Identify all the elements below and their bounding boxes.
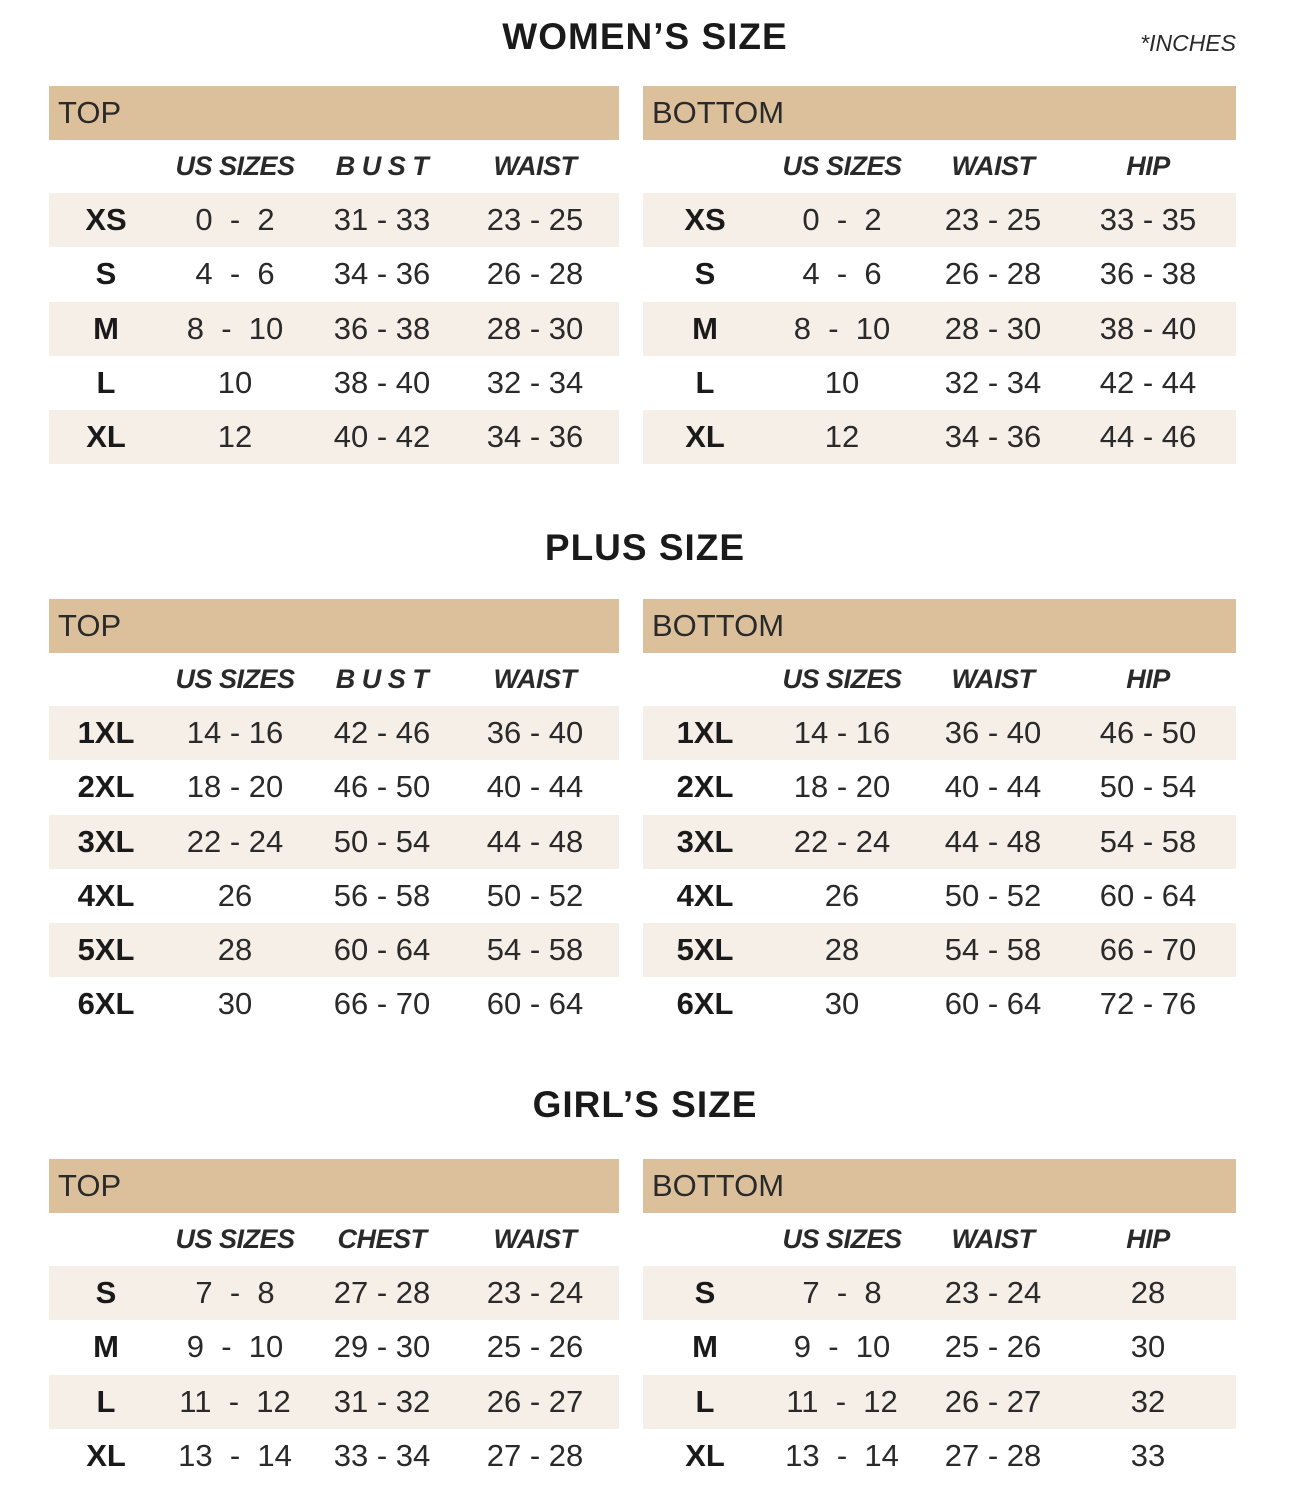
column-header: WAIST [951, 151, 1035, 181]
measurement-value: 10 [824, 364, 860, 400]
size-label: 2XL [676, 769, 734, 805]
size-label: XS [85, 202, 127, 237]
size-label: 2XL [77, 769, 135, 805]
measurement-value: 72 - 76 [1099, 986, 1197, 1022]
measurement-value: 10 [217, 364, 253, 400]
table-row [643, 923, 1236, 977]
measurement-value: 36 - 38 [1099, 256, 1197, 292]
measurement-value: 42 - 44 [1099, 364, 1197, 400]
table-row [643, 302, 1236, 356]
measurement-value: 33 - 35 [1099, 202, 1197, 237]
measurement-value: 9 - 10 [186, 1329, 284, 1365]
measurement-value: 12 [824, 419, 860, 455]
measurement-value: 40 - 44 [486, 769, 584, 805]
size-label: S [95, 256, 117, 292]
table-row [643, 1320, 1236, 1374]
measurement-value: 9 - 10 [793, 1329, 891, 1365]
table-row [49, 410, 619, 464]
measurement-value: 44 - 48 [944, 823, 1042, 859]
measurement-value: 26 - 28 [944, 256, 1042, 292]
table-row [49, 760, 619, 814]
measurement-value: 4 - 6 [195, 256, 275, 292]
measurement-value: 0 - 2 [802, 202, 882, 237]
table-row [49, 1375, 619, 1429]
measurement-value: 14 - 16 [793, 715, 891, 750]
measurement-value: 23 - 24 [486, 1275, 584, 1310]
column-headers [49, 140, 619, 193]
bottom-size-table [643, 86, 1236, 464]
measurement-value: 33 - 34 [333, 1437, 431, 1473]
table-row [49, 977, 619, 1031]
bottom-table-header: BOTTOM [643, 1159, 1236, 1213]
measurement-value: 8 - 10 [793, 310, 891, 346]
table-row [49, 815, 619, 869]
measurement-value: 22 - 24 [186, 823, 284, 859]
measurement-value: 30 [824, 986, 860, 1022]
measurement-value: 28 [824, 932, 860, 968]
top-size-table [49, 1159, 619, 1483]
measurement-value: 27 - 28 [944, 1437, 1042, 1473]
measurement-value: 23 - 25 [486, 202, 584, 237]
measurement-value: 46 - 50 [333, 769, 431, 805]
column-headers [643, 1213, 1236, 1266]
column-header: US SIZES [175, 1224, 295, 1254]
column-headers [643, 653, 1236, 706]
measurement-value: 44 - 48 [486, 823, 584, 859]
measurement-value: 22 - 24 [793, 823, 891, 859]
measurement-value: 54 - 58 [1099, 823, 1197, 859]
measurement-value: 14 - 16 [186, 715, 284, 750]
measurement-value: 27 - 28 [333, 1275, 431, 1310]
measurement-value: 27 - 28 [486, 1437, 584, 1473]
measurement-value: 44 - 46 [1099, 419, 1197, 455]
measurement-value: 28 - 30 [486, 310, 584, 346]
measurement-value: 26 - 27 [944, 1383, 1042, 1419]
measurement-value: 29 - 30 [333, 1329, 431, 1365]
table-row [643, 410, 1236, 464]
table-row [643, 760, 1236, 814]
measurement-value: 60 - 64 [1099, 877, 1197, 913]
measurement-value: 18 - 20 [793, 769, 891, 805]
table-row [49, 1320, 619, 1374]
table-row [49, 193, 619, 247]
measurement-value: 30 [1130, 1329, 1166, 1365]
column-header: US SIZES [782, 1224, 902, 1254]
measurement-value: 26 [217, 877, 253, 913]
table-row [643, 977, 1236, 1031]
size-label: 3XL [77, 823, 135, 859]
size-label: XL [685, 1437, 725, 1473]
measurement-value: 12 [217, 419, 253, 455]
table-row [49, 302, 619, 356]
measurement-value: 54 - 58 [486, 932, 584, 968]
measurement-value: 11 - 12 [786, 1383, 898, 1419]
top-size-table [49, 599, 619, 1032]
bottom-size-table [643, 599, 1236, 1032]
size-label: XL [86, 1437, 126, 1473]
measurement-value: 60 - 64 [486, 986, 584, 1022]
measurement-value: 7 - 8 [195, 1275, 275, 1310]
column-header: B U S T [335, 664, 429, 694]
measurement-value: 34 - 36 [944, 419, 1042, 455]
measurement-value: 56 - 58 [333, 877, 431, 913]
column-header: CHEST [337, 1224, 427, 1254]
measurement-value: 28 - 30 [944, 310, 1042, 346]
measurement-value: 50 - 54 [1099, 769, 1197, 805]
table-row [643, 706, 1236, 760]
column-header: WAIST [951, 664, 1035, 694]
measurement-value: 31 - 33 [333, 202, 431, 237]
measurement-value: 34 - 36 [486, 419, 584, 455]
column-header: WAIST [951, 1224, 1035, 1254]
column-headers [49, 653, 619, 706]
size-label: L [96, 1383, 116, 1419]
table-row [49, 247, 619, 301]
measurement-value: 38 - 40 [333, 364, 431, 400]
measurement-value: 33 [1130, 1437, 1166, 1473]
measurement-value: 36 - 38 [333, 310, 431, 346]
measurement-value: 23 - 24 [944, 1275, 1042, 1310]
measurement-value: 7 - 8 [802, 1275, 882, 1310]
column-header: HIP [1126, 664, 1170, 694]
measurement-value: 26 - 27 [486, 1383, 584, 1419]
table-row [643, 869, 1236, 923]
measurement-value: 50 - 52 [944, 877, 1042, 913]
size-label: M [93, 1329, 119, 1365]
table-row [49, 1266, 619, 1320]
top-table-header: TOP [49, 599, 619, 653]
column-header: HIP [1126, 151, 1170, 181]
table-row [643, 815, 1236, 869]
measurement-value: 36 - 40 [944, 715, 1042, 750]
size-label: XS [684, 202, 726, 237]
table-row [643, 193, 1236, 247]
table-row [49, 706, 619, 760]
measurement-value: 32 - 34 [944, 364, 1042, 400]
section-title: PLUS SIZE [544, 527, 746, 568]
size-label: 3XL [676, 823, 734, 859]
measurement-value: 40 - 44 [944, 769, 1042, 805]
table-row [49, 356, 619, 410]
measurement-value: 46 - 50 [1099, 715, 1197, 750]
measurement-value: 32 - 34 [486, 364, 584, 400]
measurement-value: 50 - 52 [486, 877, 584, 913]
measurement-value: 23 - 25 [944, 202, 1042, 237]
size-label: L [695, 364, 715, 400]
measurement-value: 32 [1130, 1383, 1166, 1419]
measurement-value: 8 - 10 [186, 310, 284, 346]
measurement-value: 42 - 46 [333, 715, 431, 750]
bottom-table-header: BOTTOM [643, 86, 1236, 140]
table-row [49, 923, 619, 977]
size-label: 5XL [77, 932, 135, 968]
column-header: WAIST [493, 151, 577, 181]
measurement-value: 50 - 54 [333, 823, 431, 859]
top-table-header: TOP [49, 1159, 619, 1213]
measurement-value: 54 - 58 [944, 932, 1042, 968]
measurement-value: 13 - 14 [178, 1437, 292, 1473]
column-header: WAIST [493, 1224, 577, 1254]
table-row [49, 869, 619, 923]
measurement-value: 30 [217, 986, 253, 1022]
units-note: *INCHES [1140, 30, 1236, 56]
measurement-value: 60 - 64 [944, 986, 1042, 1022]
size-label: XL [86, 419, 126, 455]
size-label: 6XL [77, 986, 135, 1022]
measurement-value: 36 - 40 [486, 715, 584, 750]
measurement-value: 38 - 40 [1099, 310, 1197, 346]
column-header: US SIZES [782, 664, 902, 694]
measurement-value: 25 - 26 [944, 1329, 1042, 1365]
section-title: GIRL’S SIZE [532, 1084, 758, 1125]
measurement-value: 11 - 12 [179, 1383, 291, 1419]
size-label: XL [685, 419, 725, 455]
measurement-value: 25 - 26 [486, 1329, 584, 1365]
measurement-value: 26 [824, 877, 860, 913]
size-label: 4XL [676, 877, 734, 913]
measurement-value: 18 - 20 [186, 769, 284, 805]
size-label: S [694, 256, 716, 292]
top-size-table [49, 86, 619, 464]
size-label: L [96, 364, 116, 400]
measurement-value: 60 - 64 [333, 932, 431, 968]
section-title: WOMEN’S SIZE [502, 16, 788, 57]
top-table-header: TOP [49, 86, 619, 140]
measurement-value: 0 - 2 [195, 202, 275, 237]
size-label: M [93, 310, 119, 346]
table-row [643, 1429, 1236, 1483]
column-header: HIP [1126, 1224, 1170, 1254]
size-label: 1XL [77, 715, 135, 750]
measurement-value: 66 - 70 [333, 986, 431, 1022]
column-headers [49, 1213, 619, 1266]
measurement-value: 40 - 42 [333, 419, 431, 455]
column-header: US SIZES [782, 151, 902, 181]
column-header: WAIST [493, 664, 577, 694]
table-row [49, 1429, 619, 1483]
table-row [643, 1266, 1236, 1320]
column-header: B U S T [335, 151, 429, 181]
size-label: M [692, 1329, 718, 1365]
measurement-value: 66 - 70 [1099, 932, 1197, 968]
measurement-value: 31 - 32 [333, 1383, 431, 1419]
measurement-value: 13 - 14 [785, 1437, 899, 1473]
column-headers [643, 140, 1236, 193]
size-label: S [694, 1275, 716, 1310]
measurement-value: 26 - 28 [486, 256, 584, 292]
measurement-value: 4 - 6 [802, 256, 882, 292]
size-label: 1XL [676, 715, 734, 750]
table-row [643, 356, 1236, 410]
table-row [643, 1375, 1236, 1429]
column-header: US SIZES [175, 664, 295, 694]
size-label: 4XL [77, 877, 135, 913]
size-label: M [692, 310, 718, 346]
bottom-table-header: BOTTOM [643, 599, 1236, 653]
size-label: S [95, 1275, 117, 1310]
size-label: L [695, 1383, 715, 1419]
measurement-value: 34 - 36 [333, 256, 431, 292]
size-label: 5XL [676, 932, 734, 968]
column-header: US SIZES [175, 151, 295, 181]
table-row [643, 247, 1236, 301]
measurement-value: 28 [217, 932, 253, 968]
bottom-size-table [643, 1159, 1236, 1483]
measurement-value: 28 [1130, 1275, 1166, 1310]
size-label: 6XL [676, 986, 734, 1022]
